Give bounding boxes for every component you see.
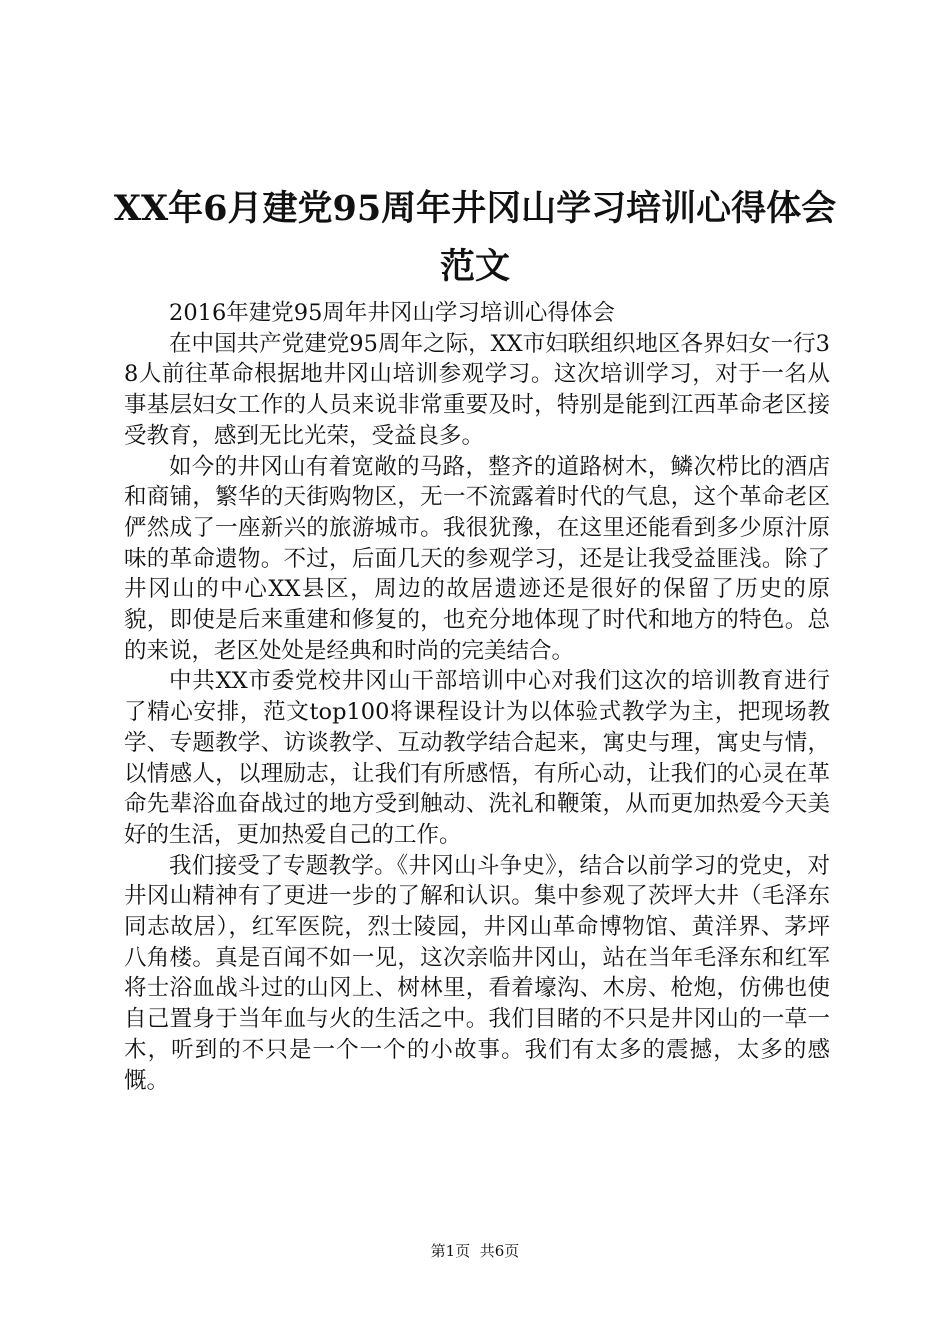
paragraph-subtitle: 2016年建党95周年井冈山学习培训心得体会 — [169, 300, 615, 326]
paragraph-2: 如今的井冈山有着宽敞的马路，整齐的道路树木，鳞次栉比的酒店和商铺，繁华的天街购物区，无一不流露着时代的气息，这个革命老区俨然成了一座新兴的旅游城市。我很犹豫，在这里还能看到多少原汁原味的革命遗物。不过，后面几天的参观学习，还是让我受益匪浅。除了井冈山的中心XX县区，周边的故居遗迹还是很好的保留了历史的原貌，即使是后来重建和修复的，也充分地体现了时代和地方的特色。总的来说，老区处处是经典和时尚的完美结合。 — [124, 453, 830, 664]
paragraph-4: 我们接受了专题教学。《井冈山斗争史》，结合以前学习的党史，对井冈山精神有了更进一步的了解和认识。集中参观了茨坪大井（毛泽东同志故居），红军医院，烈士陵园，井冈山革命博物馆、黄洋界、茅坪八角楼。真是百闻不如一见，这次亲临井冈山，站在当年毛泽东和红军将士浴血战斗过的山冈上、树林里，看着壕沟、木房、枪炮，仿佛也使自己置身于当年血与火的生活之中。我们目睹的不只是井冈山的一草一木，听到的不只是一个一个的小故事。我们有太多的震撼，太多的感慨。 — [124, 852, 830, 1094]
footer-separator — [470, 1242, 480, 1260]
paragraph-3: 中共XX市委党校井冈山干部培训中心对我们这次的培训教育进行了精心安排，范文top100将课程设计为以体验式教学为主，把现场教学、专题教学、访谈教学、互动教学结合起来，寓史与理，寓史与情，以情感人，以理励志，让我们有所感悟，有所心动，让我们的心灵在革命先辈浴血奋战过的地方受到触动、洗礼和鞭策，从而更加热爱今天美好的生活，更加热爱自己的工作。 — [124, 668, 830, 848]
document-title: XX年6月建党95周年井冈山学习培训心得体会范文 — [113, 188, 837, 287]
paragraph-1: 在中国共产党建党95周年之际，XX市妇联组织地区各界妇女一行38人前往革命根据地井冈山培训参观学习。这次培训学习，对于一名从事基层妇女工作的人员来说非常重要及时，特别是能到江西革命老区接受教育，感到无比光荣，受益良多。 — [124, 330, 830, 449]
document-body — [124, 298, 830, 1096]
page-footer — [0, 1241, 950, 1261]
page-number: 第1页 — [430, 1242, 471, 1260]
page-total: 共6页 — [479, 1242, 520, 1260]
